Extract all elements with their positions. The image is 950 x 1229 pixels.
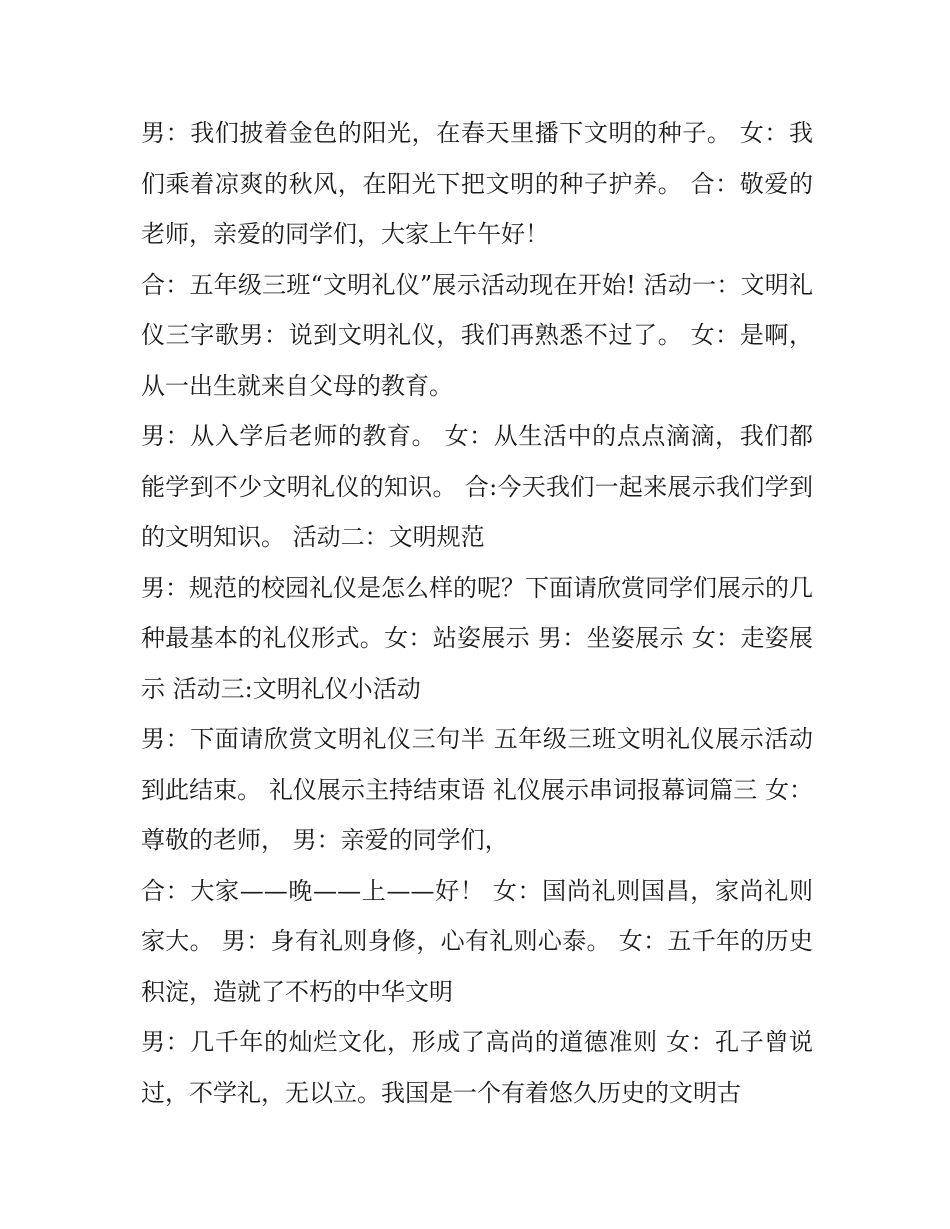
- paragraph-1: 男：我们披着金色的阳光，在春天里播下文明的种子。 女：我们乘着凉爽的秋风，在阳光下把文明的种子护养。 合：敬爱的老师，亲爱的同学们，大家上午午好！: [141, 119, 813, 248]
- paragraph-4: 男：规范的校园礼仪是怎么样的呢？下面请欣赏同学们展示的几种最基本的礼仪形式。女：站姿展示 男：坐姿展示 女：走姿展示 活动三:文明礼仪小活动: [141, 573, 813, 703]
- paragraph-7: 男：几千年的灿烂文化，形成了高尚的道德准则 女：孔子曾说过，不学礼，无以立。我国是一个有着悠久历史的文明古: [141, 1028, 813, 1107]
- document-body: [141, 108, 813, 1118]
- paragraph-5: 男：下面请欣赏文明礼仪三句半 五年级三班文明礼仪展示活动到此结束。 礼仪展示主持结束语 礼仪展示串词报幕词篇三 女：尊敬的老师， 男：亲爱的同学们，: [141, 725, 813, 854]
- paragraph-2: 合：五年级三班“文明礼仪”展示活动现在开始! 活动一：文明礼仪三字歌男：说到文明礼仪，我们再熟悉不过了。 女：是啊，从一出生就来自父母的教育。: [141, 270, 813, 400]
- paragraph-3: 男：从入学后老师的教育。 女：从生活中的点点滴滴，我们都能学到不少文明礼仪的知识。 合:今天我们一起来展示我们学到的文明知识。 活动二：文明规范: [141, 422, 813, 551]
- paragraph-6: 合：大家——晚——上——好！ 女：国尚礼则国昌，家尚礼则家大。 男：身有礼则身修，心有礼则心泰。 女：五千年的历史积淀，造就了不朽的中华文明: [141, 876, 813, 1006]
